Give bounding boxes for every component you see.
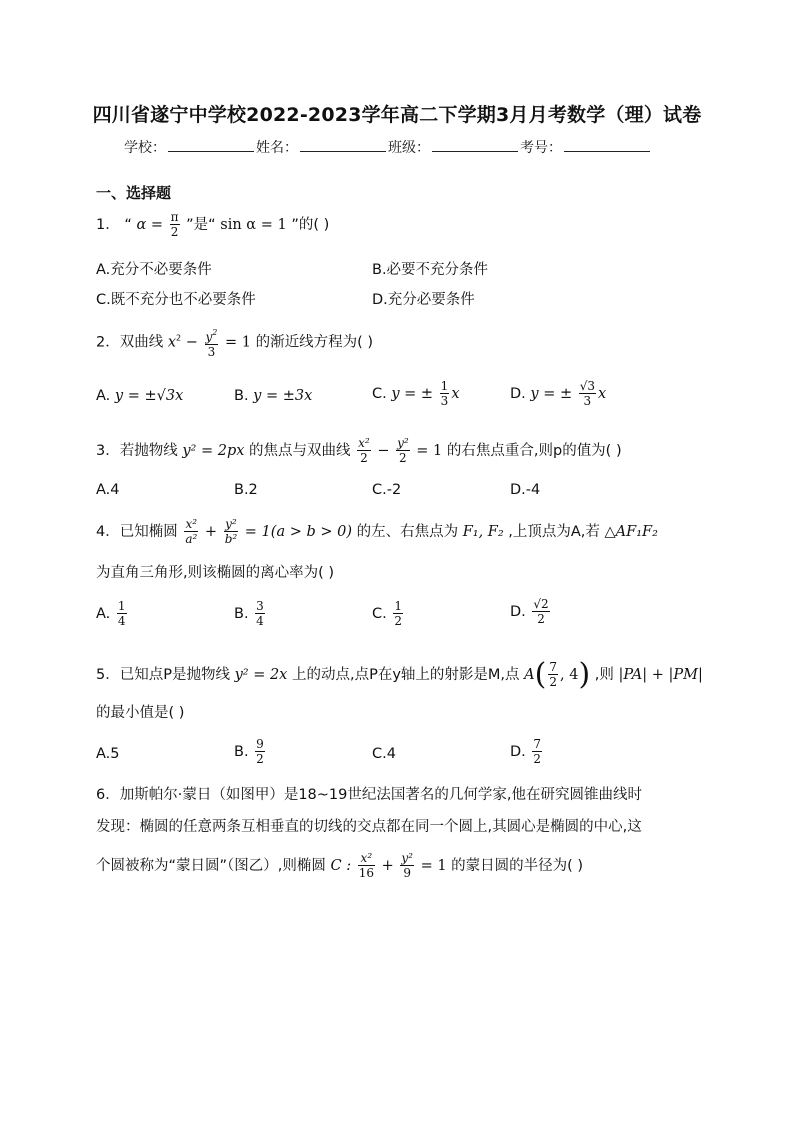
q5-expr: |PA| + |PM| — [618, 667, 703, 683]
q6-line2: 发现：椭圆的任意两条互相垂直的切线的交点都在同一个圆上,其圆心是椭圆的中心,这 — [96, 819, 642, 835]
q6-f9: 9 — [403, 866, 411, 880]
q5-a-den: 2 — [549, 675, 557, 689]
q5-b-label: B. — [234, 744, 249, 760]
q4-a-den: 4 — [117, 614, 126, 628]
q5-b-num: 9 — [256, 737, 264, 751]
q5-d-label: D. — [510, 744, 526, 760]
q3-option-a[interactable]: A.4 — [96, 482, 120, 498]
q2-c-den: 3 — [440, 394, 449, 408]
q4-b-label: B. — [234, 606, 249, 622]
q5-option-d[interactable] — [510, 738, 544, 766]
q6-line3 — [96, 852, 583, 880]
q4-d-num: √2 — [533, 597, 549, 611]
q6-line3-pre: 个圆被称为“蒙日圆”（图乙）,则椭圆 — [96, 858, 326, 874]
q3-eq: = 1 — [416, 443, 443, 459]
q6-frac-x — [358, 852, 375, 880]
question-4 — [96, 518, 658, 546]
q3-option-b[interactable]: B.2 — [234, 482, 258, 498]
question-2: 2．双曲线 $x^2$ − $\frac{y^2}{3}$ = 1 的渐近线方程为( ) — [96, 328, 374, 359]
q2-frac-den: 3 — [207, 345, 216, 359]
q1-option-a[interactable]: A.充分不必要条件 — [96, 262, 212, 278]
student-info-row — [124, 137, 652, 157]
q2-minus: − — [185, 334, 198, 351]
q2-option-a[interactable] — [96, 388, 183, 404]
number-blank[interactable] — [564, 137, 650, 152]
q6-f16: 16 — [358, 866, 374, 880]
class-label: 班级： — [388, 140, 430, 156]
q2-a-expr: y = ±√3x — [114, 388, 184, 404]
q5-d-den: 2 — [533, 752, 542, 766]
q4-a-fraction — [117, 600, 127, 628]
q5-b-den: 2 — [256, 752, 264, 766]
q5-a-num: 7 — [549, 660, 557, 674]
q3-number: 3．若抛物线 — [96, 443, 178, 459]
q1-quote: “ — [124, 217, 132, 233]
q6-c-label: C : — [330, 858, 352, 874]
q3-parabola: y² = 2px — [182, 443, 245, 459]
q3-option-c[interactable]: C.-2 — [372, 482, 402, 498]
q4-b-den: 4 — [256, 614, 264, 628]
q5-option-c[interactable]: C.4 — [372, 746, 396, 762]
q5-parabola: y² = 2x — [234, 667, 288, 683]
q2-c-post: x — [451, 386, 460, 402]
q4-fx: x² — [185, 517, 198, 531]
q4-a-label: A. — [96, 606, 111, 622]
q2-b-label: B. — [234, 388, 254, 404]
q2-x: x — [167, 334, 177, 351]
q1-option-c[interactable]: C.既不充分也不必要条件 — [96, 292, 256, 308]
q2-d-num: √3 — [579, 379, 595, 393]
q2-c-label: C. — [372, 386, 392, 402]
q2-number: 2．双曲线 — [96, 334, 164, 351]
q3-fx: x² — [358, 436, 370, 450]
q4-b-num: 3 — [256, 599, 264, 613]
q4-mid2: ,上顶点为A,若 — [508, 524, 600, 540]
q3-frac-x — [357, 437, 371, 465]
school-label: 学校： — [124, 140, 166, 156]
q4-d-den: 2 — [537, 612, 545, 626]
q4-b-fraction — [255, 600, 265, 628]
q6-eq: = 1 — [420, 858, 447, 874]
q2-d-pre: y = ± — [530, 386, 573, 402]
q2-d-post: x — [598, 386, 607, 402]
q2-frac-num: y — [205, 330, 213, 344]
question-5: 5．已知点P是抛物线 y² = 2x 上的动点,点P在y轴上的射影是M,点 A( $\frac{7}{2}$ , 4) ,则 |PA| + |PM| — [96, 657, 703, 692]
q2-c-fraction — [440, 380, 450, 408]
q4-foci: F₁, F₂ — [462, 524, 504, 540]
q6-plus: + — [381, 858, 394, 874]
q4-option-b[interactable] — [234, 600, 267, 628]
school-blank[interactable] — [168, 137, 254, 152]
q2-d-label: D. — [510, 386, 531, 402]
q2-fraction: $\frac{y^2}{3}$ — [205, 328, 218, 359]
q4-option-d[interactable] — [510, 598, 552, 626]
q1-frac-num: π — [170, 210, 179, 224]
q5-b-fraction — [255, 738, 265, 766]
q4-a-num: 1 — [117, 599, 126, 613]
q3-fy: y² — [397, 436, 409, 450]
q4-c-den: 2 — [394, 614, 402, 628]
q5-mid: 上的动点,点P在y轴上的射影是M,点 — [291, 667, 520, 683]
q4-fb: b² — [224, 532, 238, 546]
q4-number: 4．已知椭圆 — [96, 524, 178, 540]
q1-option-b[interactable]: B.必要不充分条件 — [372, 262, 489, 278]
q6-fy: y² — [401, 851, 413, 865]
q6-frac-y — [400, 852, 414, 880]
q4-d-fraction — [532, 598, 549, 626]
q3-fd1: 2 — [360, 451, 368, 465]
q1-fraction — [170, 211, 180, 239]
q3-option-d[interactable]: D.-4 — [510, 482, 541, 498]
q4-triangle: △AF₁F₂ — [604, 524, 658, 540]
q1-mid: ”是“ — [186, 217, 216, 233]
q4-frac-x — [184, 518, 198, 546]
q2-d-den: 3 — [583, 394, 592, 408]
q6-fx: x² — [360, 851, 373, 865]
q4-c-label: C. — [372, 606, 387, 622]
q2-eq: = 1 — [224, 334, 251, 351]
q1-option-d[interactable]: D.充分必要条件 — [372, 292, 475, 308]
q4-fy: y² — [225, 517, 237, 531]
name-blank[interactable] — [300, 137, 386, 152]
name-label: 姓名： — [256, 140, 298, 156]
q5-line2: 的最小值是( ) — [96, 705, 185, 721]
q4-mid: 的左、右焦点为 — [356, 524, 459, 540]
q3-mid: 的焦点与双曲线 — [249, 443, 351, 459]
q5-a-fraction — [548, 661, 558, 689]
page-title: 四川省遂宁中学校2022-2023学年高二下学期3月月考数学（理）试卷 — [92, 104, 702, 126]
q2-b-expr: y = ±3x — [253, 388, 313, 404]
question-1 — [96, 211, 329, 239]
q2-option-d[interactable] — [510, 380, 606, 408]
q2-end: 的渐近线方程为( ) — [255, 334, 374, 351]
q4-frac-y — [224, 518, 239, 546]
q3-end: 的右焦点重合,则p的值为( ) — [446, 443, 622, 459]
q2-d-fraction — [579, 380, 596, 408]
question-3 — [96, 437, 622, 465]
class-blank[interactable] — [432, 137, 518, 152]
q2-option-c[interactable] — [372, 380, 460, 408]
number-label: 考号： — [520, 140, 562, 156]
q2-a-label: A. — [96, 388, 115, 404]
q2-c-num: 1 — [440, 379, 449, 393]
q4-cond: = 1(a > b > 0) — [244, 524, 352, 540]
q4-c-fraction — [393, 600, 403, 628]
q6-line1: 6．加斯帕尔·蒙日（如图甲）是18~19世纪法国著名的几何学家,他在研究圆锥曲线时 — [96, 787, 642, 803]
q4-option-a[interactable] — [96, 600, 129, 628]
q5-mid2: ,则 — [594, 667, 614, 683]
q3-minus: − — [377, 443, 390, 459]
q5-point-a: A — [524, 667, 535, 683]
q3-frac-y — [396, 437, 410, 465]
q3-fd2: 2 — [399, 451, 407, 465]
q4-c-num: 1 — [394, 599, 402, 613]
q1-alpha: α = — [136, 217, 164, 233]
q4-fa: a² — [185, 532, 198, 546]
q5-option-a[interactable]: A.5 — [96, 746, 120, 762]
q1-number: 1． — [96, 217, 120, 233]
q5-number: 5．已知点P是抛物线 — [96, 667, 230, 683]
q6-line3-end: 的蒙日圆的半径为( ) — [451, 858, 584, 874]
q2-option-b[interactable] — [234, 388, 312, 404]
section-heading: 一、选择题 — [96, 184, 172, 202]
q5-option-b[interactable] — [234, 738, 267, 766]
q4-line2: 为直角三角形,则该椭圆的离心率为( ) — [96, 565, 335, 581]
q5-d-fraction — [532, 738, 542, 766]
q2-c-pre: y = ± — [391, 386, 434, 402]
q1-end: ”的( ) — [291, 217, 330, 233]
q5-d-num: 7 — [533, 737, 542, 751]
q1-frac-den: 2 — [170, 225, 179, 239]
q4-d-label: D. — [510, 604, 526, 620]
q5-a-y: , 4 — [559, 667, 579, 683]
q4-plus: + — [204, 524, 218, 540]
q4-option-c[interactable] — [372, 600, 405, 628]
q1-sin: sin α = 1 — [220, 217, 287, 233]
